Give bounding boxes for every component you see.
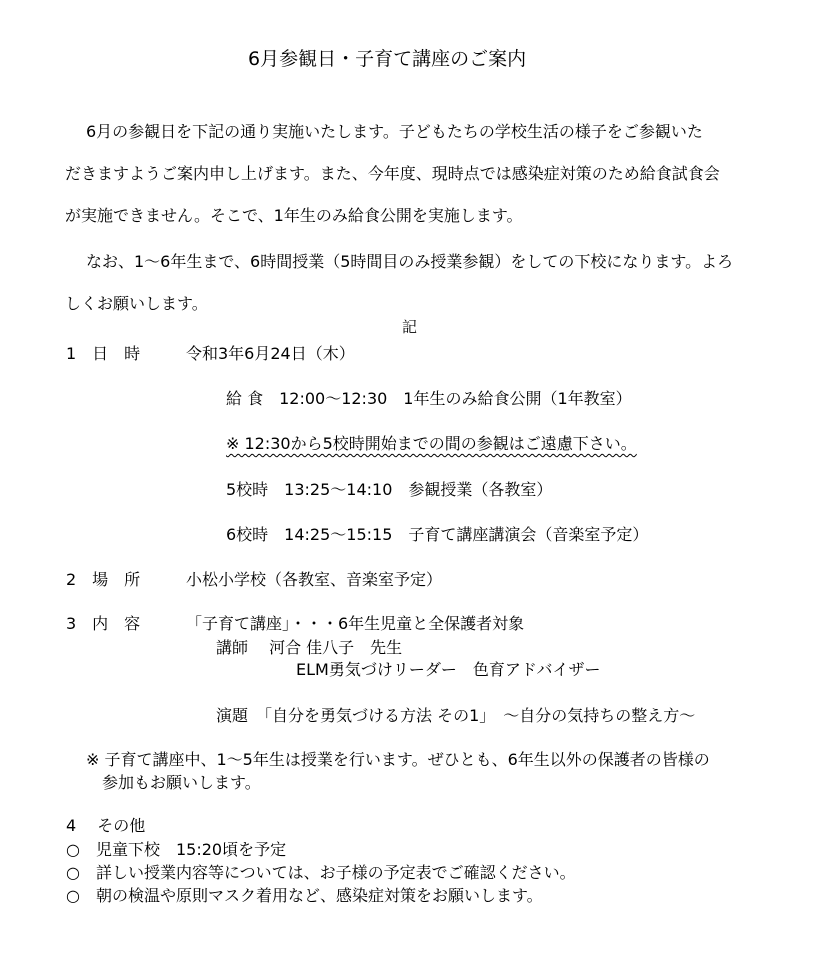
item3-label: 3 内 容	[66, 614, 141, 633]
schedule-period6: 6校時 14:25～15:15 子育て講座講演会（音楽室予定）	[226, 525, 649, 544]
list-item: ○ 児童下校 15:20頃を予定	[66, 840, 287, 859]
intro-line: しくお願いします。	[65, 294, 208, 313]
schedule-lunch: 給 食 12:00～12:30 1年生のみ給食公開（1年教室）	[226, 389, 632, 408]
page-title: 6月参観日・子育て講座のご案内	[248, 48, 527, 70]
schedule-note: ※ 12:30から5校時開始までの間の参観はご遠慮下さい。	[226, 434, 637, 453]
item2-value: 小松小学校（各教室、音楽室予定）	[186, 570, 443, 589]
list-item: ○ 詳しい授業内容等については、お子様の予定表でご確認ください。	[66, 863, 576, 882]
lecture-topic: 演題 「自分を勇気づける方法 その1」 ～自分の気持ちの整え方～	[216, 706, 696, 725]
list-item: ○ 朝の検温や原則マスク着用など、感染症対策をお願いします。	[66, 886, 543, 905]
schedule-period5: 5校時 13:25～14:10 参観授業（各教室）	[226, 480, 553, 499]
lecturer: 講師 河合 佳八子 先生	[216, 638, 403, 657]
lecturer-title: ELM勇気づけリーダー 色育アドバイザー	[296, 660, 601, 679]
item1-value: 令和3年6月24日（木）	[186, 344, 355, 363]
ki-marker: 記	[402, 318, 418, 336]
intro-line: 6月の参観日を下記の通り実施いたします。子どもたちの学校生活の様子をご参観いた	[86, 122, 703, 141]
item4-label: 4 その他	[66, 816, 146, 835]
item1-label: 1 日 時	[66, 344, 141, 363]
item3-value: 「子育て講座」・・・6年生児童と全保護者対象	[186, 614, 525, 633]
item2-label: 2 場 所	[66, 570, 141, 589]
intro-line: だきますようご案内申し上げます。また、今年度、現時点では感染症対策のため給食試食会	[65, 164, 720, 183]
note-line: 参加もお願いします。	[102, 773, 261, 792]
note-line: ※ 子育て講座中、1～5年生は授業を行います。ぜひとも、6年生以外の保護者の皆様の	[86, 750, 710, 769]
intro-line: が実施できません。そこで、1年生のみ給食公開を実施します。	[65, 206, 523, 225]
intro-line: なお、1～6年生まで、6時間授業（5時間目のみ授業参観）をしての下校になります。よろ	[86, 252, 734, 271]
